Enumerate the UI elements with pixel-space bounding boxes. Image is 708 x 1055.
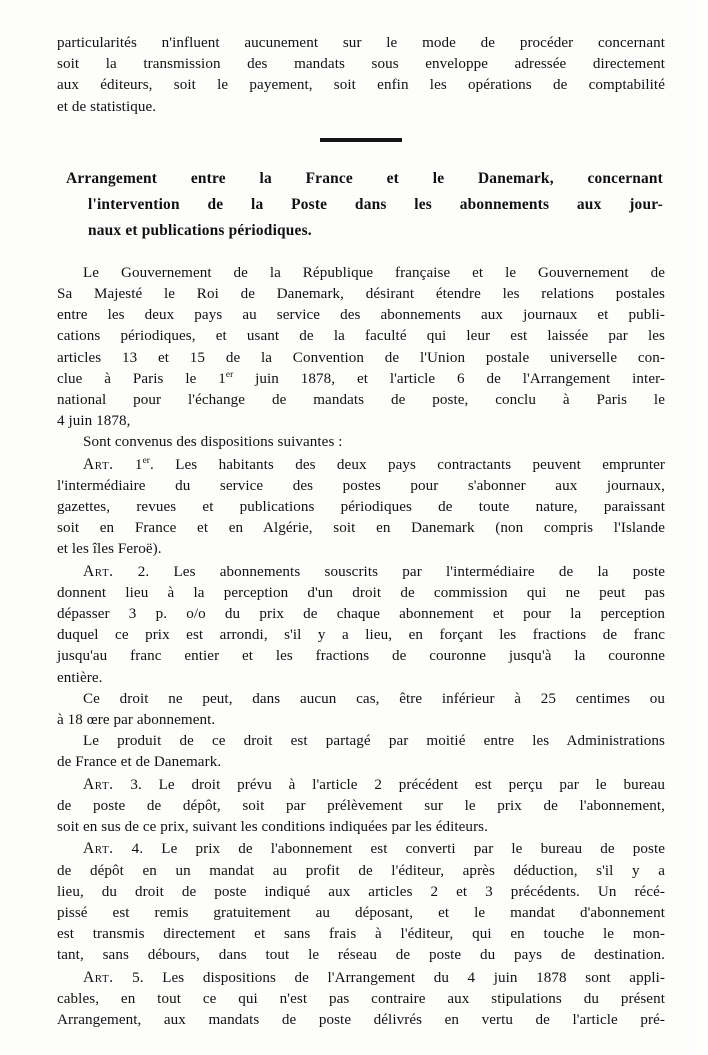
text-line: entière. xyxy=(57,669,103,686)
text-line: articles 13 et 15 de la Convention de l'Union postale universelle con- xyxy=(57,349,665,366)
revenue-split-paragraph xyxy=(57,731,665,773)
text-line: Ce droit ne peut, dans aucun cas, être inférieur à 25 centimes ou xyxy=(83,690,665,707)
text-line: tant, sans débours, dans tout le réseau de poste du pays de destination. xyxy=(57,947,665,964)
article-first-line: Art. 2. Les abonnements souscrits par l'intermédiaire de la poste xyxy=(83,562,665,580)
article-first-line: Art. 5. Les dispositions de l'Arrangement du 4 juin 1878 sont appli- xyxy=(83,968,665,986)
title-line: l'intervention de la Poste dans les abonnements aux jour- xyxy=(88,195,663,213)
text-line: soit en sus de ce prix, suivant les conditions indiquées par les éditeurs. xyxy=(57,819,488,836)
text-line: dépasser 3 p. o/o du prix de chaque abonnement et pour la perception xyxy=(57,606,665,623)
article-4 xyxy=(57,838,665,966)
text-line: de poste de dépôt, soit par prélèvement sur le prix de l'abonnement, xyxy=(57,797,665,814)
article-label: Art. xyxy=(83,840,114,858)
ordinal-superscript: er xyxy=(225,369,234,380)
article-5 xyxy=(57,967,665,1032)
horizontal-rule xyxy=(320,138,402,142)
ordinal-superscript: er xyxy=(142,455,150,466)
page-content xyxy=(57,33,665,1031)
text-line: particularités n'influent aucunement sur le mode de procéder concernant xyxy=(57,35,665,51)
article-first-line: Art. 1er. Les habitants des deux pays contractants peuvent emprunter xyxy=(83,455,665,473)
text-line: de dépôt en un mandat au profit de l'éditeur, après déduction, s'il y a xyxy=(57,862,665,879)
text-line: et les îles Feroë). xyxy=(57,541,162,558)
text-line: soit en France et en Algérie, soit en Danemark (non compris l'Islande xyxy=(57,520,665,537)
text-line: l'intermédiaire du service des postes pour s'abonner aux journaux, xyxy=(57,477,665,494)
text-line: Le produit de ce droit est partagé par moitié entre les Administrations xyxy=(83,733,665,750)
text-line: 4 juin 1878, xyxy=(57,413,131,430)
preamble-paragraph xyxy=(57,263,665,433)
articles-list xyxy=(57,454,665,689)
opening-paragraph xyxy=(57,33,665,118)
title-line: naux et publications périodiques. xyxy=(88,221,312,239)
text-line: soit la transmission des mandats sous enveloppe adressée directement xyxy=(57,56,665,73)
minimum-fee-paragraph xyxy=(57,689,665,731)
text-line: Sa Majesté le Roi de Danemark, désirant étendre les relations postales xyxy=(57,286,665,303)
text-line: entre les deux pays au service des abonnements aux journaux et publi- xyxy=(57,307,665,324)
scan-edge-fade xyxy=(682,0,708,1055)
text-line: aux éditeurs, soit le payement, soit enfin les opérations de comptabilité xyxy=(57,77,665,94)
article-first-line: Art. 4. Le prix de l'abonnement est converti par le bureau de poste xyxy=(83,840,665,858)
text-line: est transmis directement et sans frais à l'éditeur, qui en touche le mon- xyxy=(57,926,665,943)
text-line: de France et de Danemark. xyxy=(57,754,222,771)
text-line: pissé est remis gratuitement au déposant, et le mandat d'abonnement xyxy=(57,904,665,921)
convened-paragraph xyxy=(57,432,665,453)
article-3 xyxy=(57,774,665,839)
article-first-line: Art. 3. Le droit prévu à l'article 2 précédent est perçu par le bureau xyxy=(83,775,665,793)
text-line: Le Gouvernement de la République française et le Gouvernement de xyxy=(83,264,665,281)
text-line: Sont convenus des dispositions suivantes : xyxy=(83,434,343,451)
page-title xyxy=(57,166,665,244)
text-line: duquel ce prix est arrondi, s'il y a lieu, en forçant les fractions de franc xyxy=(57,627,665,644)
text-line: Arrangement, aux mandats de poste délivrés en vertu de l'article pré- xyxy=(57,1011,665,1028)
text-line: à 18 œre par abonnement. xyxy=(57,712,216,729)
text-line: cables, en tout ce qui n'est pas contraire aux stipulations du présent xyxy=(57,990,665,1007)
article-1 xyxy=(57,454,665,561)
article-label: Art. xyxy=(83,562,114,580)
article-label: Art. xyxy=(83,775,114,793)
article-2 xyxy=(57,561,665,689)
text-line: lieu, du droit de poste indiqué aux articles 2 et 3 précédents. Un récé- xyxy=(57,883,665,900)
articles-list-continued xyxy=(57,774,665,1031)
article-label: Art. xyxy=(83,968,114,986)
article-label: Art. xyxy=(83,455,114,473)
section-separator xyxy=(57,131,665,149)
text-line: et de statistique. xyxy=(57,98,157,115)
text-line: jusqu'au franc entier et les fractions de couronne jusqu'à la couronne xyxy=(57,648,665,665)
text-line: national pour l'échange de mandats de poste, conclu à Paris le xyxy=(57,392,665,409)
title-line: Arrangement entre la France et le Danemark, concernant xyxy=(66,169,663,187)
text-line: cations périodiques, et usant de la faculté qui leur est laissée par les xyxy=(57,328,665,345)
text-line: gazettes, revues et publications périodiques de toute nature, paraissant xyxy=(57,499,665,516)
text-line-with-superscript: clue à Paris le 1er juin 1878, et l'article 6 de l'Arrangement inter- xyxy=(57,369,666,387)
text-line: donnent lieu à la perception d'un droit de commission qui ne peut pas xyxy=(57,584,665,601)
